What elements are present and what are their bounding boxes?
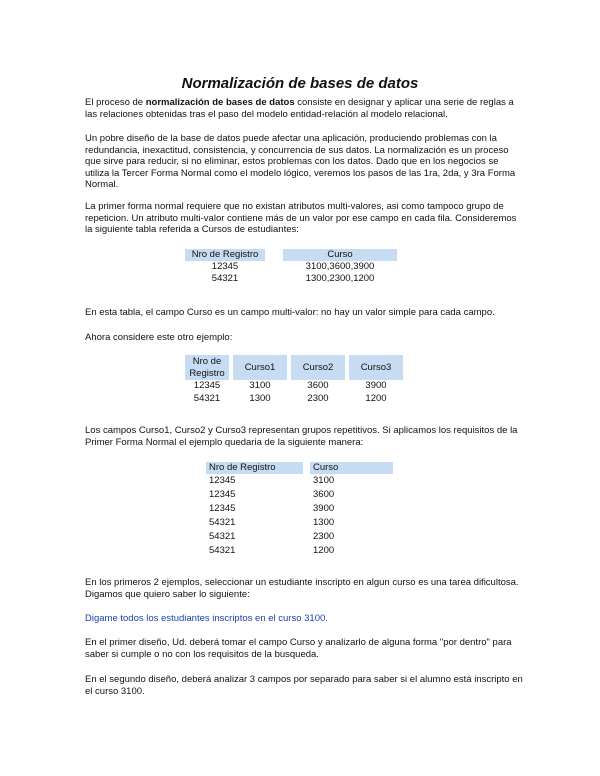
table-header-cell: Curso [283,249,397,261]
table-multivalue [185,249,397,286]
table-cell: 1200 [313,544,335,556]
intro-text-start: El proceso de [85,97,146,108]
table-header-cell: Curso3 [349,355,403,380]
intro-bold-term: normalización de bases de datos [145,97,295,108]
table-cell: 12345 [211,260,239,272]
table-row [206,488,393,502]
paragraph-repeating-groups: Los campos Curso1, Curso2 y Curso3 representan grupos repetitivos. Si aplicamos los requisitos de la Primer Forma Normal el ejemplo quedaria de la siguiente manera: [85,425,518,448]
table-row [185,261,397,274]
table-cell: 54321 [211,273,239,284]
table-header-cell: Nro de Registro [185,355,229,380]
table-header-row [185,249,397,261]
table-header-cell: Nro de Registro [206,462,303,474]
table-header-row [185,355,403,380]
table-cell: 3100 [249,380,271,391]
table-header-cell: Nro de Registro [185,249,265,261]
table-cell: 3600 [313,488,335,500]
paragraph-first-normal-form: La primer forma normal requiere que no existan atributos multi-valores, asi como tampoco grupo de repeticion. Un atributo multi-valor contiene más de un valor por ese campo en cada fila. Consideremos la siguiente tabla referida a Cursos de estudiantes: [85,201,517,235]
table-row [185,273,397,286]
table-cell: 2300 [307,392,329,404]
table-repeating-groups [185,355,403,405]
table-cell: 12345 [193,380,221,391]
table-cell: 54321 [209,530,236,542]
table-cell: 12345 [209,474,236,486]
table-cell: 54321 [209,516,236,528]
table-cell: 12345 [209,502,236,514]
table-row [185,393,403,406]
table-cell: 3600 [307,380,329,391]
table-row [206,474,393,488]
table-cell: 12345 [209,488,236,500]
table-cell: 1300 [313,516,335,528]
table-row [206,544,393,558]
paragraph-intro [85,97,525,120]
table-cell: 3900 [313,502,335,514]
table-cell: 2300 [313,530,335,542]
paragraph-difficulty: En los primeros 2 ejemplos, seleccionar un estudiante inscripto en algun curso es una tarea dificultosa. Digamos que quiero saber lo siguiente: [85,577,519,600]
table-header-cell: Curso1 [233,355,287,380]
table-cell: 1300,2300,1200 [305,273,375,284]
paragraph-second-design: En el segundo diseño, deberá analizar 3 campos por separado para saber si el alumno está inscripto en el curso 3100. [85,674,523,697]
intro-text-end: consiste en designar y aplicar una serie de reglas a las relaciones obtenidas tras el paso del modelo entidad-relación al modelo relacional. [85,97,514,120]
table-row [185,380,403,393]
paragraph-multivalue-note: En esta tabla, el campo Curso es un campo multi-valor: no hay un valor simple para cada campo. [85,307,495,318]
table-header-cell: Curso2 [291,355,345,380]
table-cell: 54321 [209,544,236,556]
paragraph-first-design: En el primer diseño, Ud. deberá tomar el campo Curso y analizarlo de alguna forma "por dentro" para saber si cumple o no con los requisitos de la busqueda. [85,637,512,660]
table-cell: 3900 [365,380,387,391]
table-cell: 3100,3600,3900 [305,260,375,272]
paragraph-another-example: Ahora considere este otro ejemplo: [85,332,233,343]
table-header-row [206,462,393,474]
table-row [206,502,393,516]
table-first-normal-form [206,462,393,558]
table-row [206,516,393,530]
query-example-text: Digame todos los estudiantes inscriptos en el curso 3100. [85,613,328,624]
table-cell: 54321 [193,392,221,404]
table-cell: 3100 [313,474,335,486]
document-title: Normalización de bases de datos [181,75,419,92]
paragraph-design: Un pobre diseño de la base de datos puede afectar una aplicación, produciendo problemas con la redundancia, inexactitud, consistencia, y concurrencia de sus datos. La normalización es un proceso que sirve para reducir, si no eliminar, estos problemas con los datos. Dado que en los negocios se utiliza la Tercer Forma Normal como el modelo lógico, veremos los pasos de las 1ra, 2da, y 3ra Forma Normal. [85,133,516,190]
table-cell: 1200 [365,392,387,404]
table-row [206,530,393,544]
table-header-cell: Curso [310,462,393,474]
table-cell: 1300 [249,392,271,404]
